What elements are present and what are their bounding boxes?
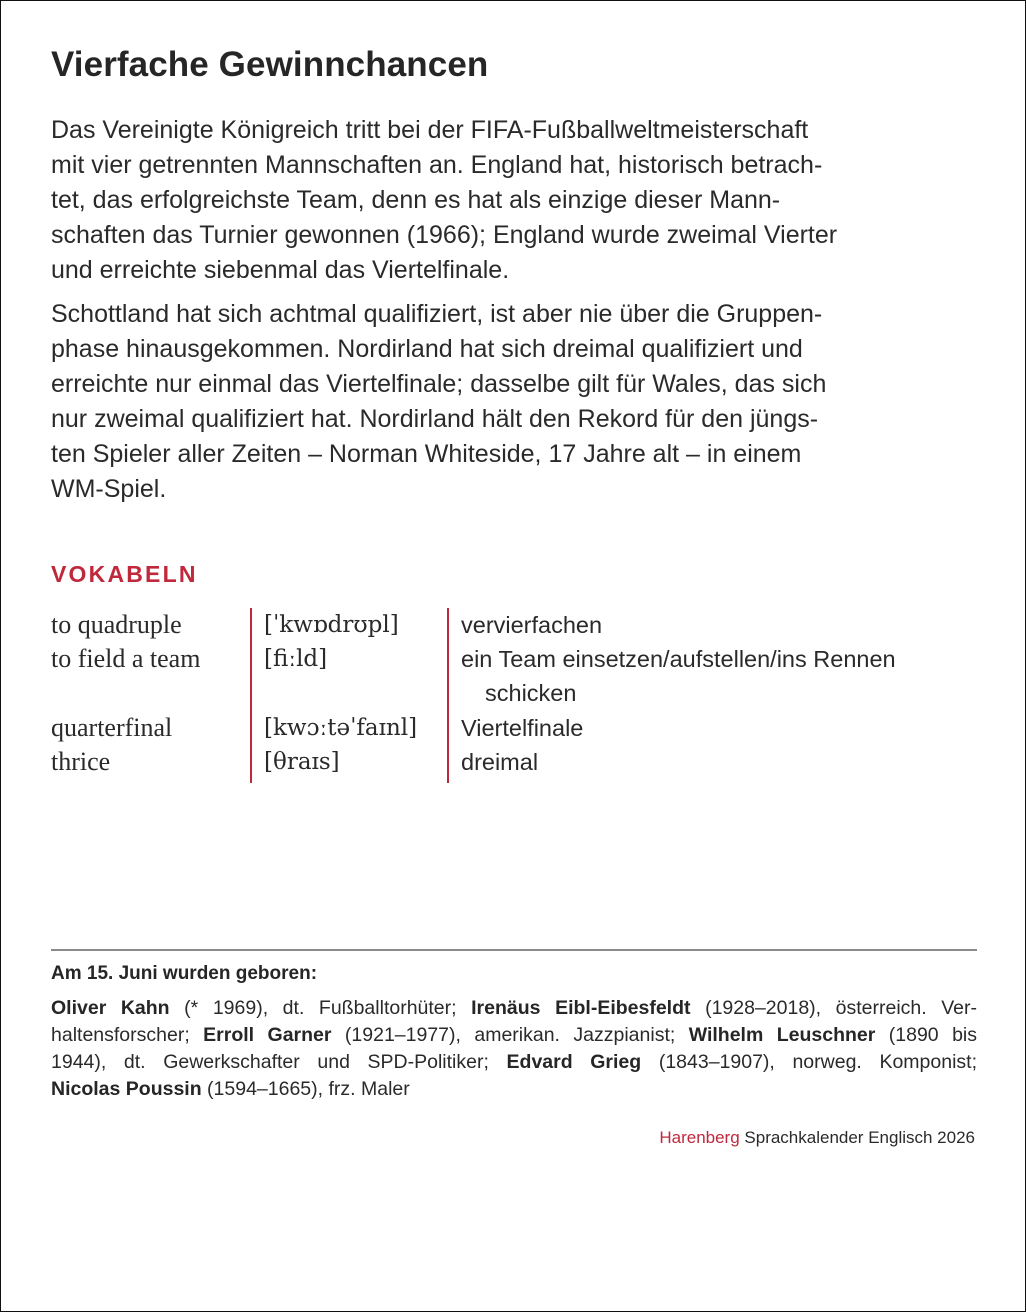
vocab-table — [51, 608, 981, 784]
vocab-german-line: ein Team einsetzen/aufstellen/ins Rennen — [461, 646, 896, 672]
vocab-row — [51, 608, 981, 642]
paragraph-line: Schottland hat sich achtmal qualifiziert, ist aber nie über die Gruppen- — [51, 300, 823, 328]
person-name: Oliver Kahn — [51, 997, 170, 1019]
person-info: (1928–2018), österreich. Ver- — [690, 997, 978, 1019]
vocab-pronunciation: [fiːld] — [264, 646, 328, 672]
paragraph-1 — [51, 113, 981, 288]
person-name: Nicolas Poussin — [51, 1078, 202, 1100]
vocab-row — [51, 711, 981, 745]
person-info: 1944), dt. Gewerkschafter und SPD-Politiker; — [51, 1051, 507, 1073]
person-name: Erroll Garner — [203, 1024, 332, 1046]
vocab-english: thrice — [51, 747, 111, 776]
birthdays-text — [51, 995, 977, 1103]
vocab-german-continuation: schicken — [485, 680, 577, 706]
publisher-credit — [659, 1127, 975, 1149]
page-title: Vierfache Gewinnchancen — [51, 45, 489, 84]
paragraph-line: ten Spieler aller Zeiten – Norman Whiteside, 17 Jahre alt – in einem — [51, 440, 802, 468]
paragraph-line: schaften das Turnier gewonnen (1966); England wurde zweimal Vierter — [51, 221, 838, 249]
paragraph-2 — [51, 297, 981, 507]
paragraph-line: nur zweimal qualifiziert hat. Nordirland hält den Rekord für den jüngs- — [51, 405, 819, 433]
vocab-heading: VOKABELN — [51, 561, 198, 587]
vocab-pronunciation: [θraɪs] — [264, 749, 340, 775]
paragraph-line: erreichte nur einmal das Viertelfinale; dasselbe gilt für Wales, das sich — [51, 370, 827, 398]
birthdays-line — [51, 1049, 977, 1076]
paragraph-line: tet, das erfolgreichste Team, denn es hat als einzige dieser Mann- — [51, 186, 781, 214]
vocab-pronunciation: [kwɔːtəˈfaɪnl] — [264, 715, 418, 741]
birthdays-line — [51, 1022, 977, 1049]
paragraph-line: mit vier getrennten Mannschaften an. England hat, historisch betrach- — [51, 151, 823, 179]
person-info: (1843–1907), norweg. Komponist; — [641, 1051, 977, 1073]
publisher-brand: Harenberg — [659, 1128, 740, 1147]
vocab-german: Viertelfinale — [461, 715, 584, 741]
paragraph-line: phase hinausgekommen. Nordirland hat sich dreimal qualifiziert und — [51, 335, 803, 363]
vocab-english: to quadruple — [51, 610, 182, 639]
section-divider — [51, 949, 977, 951]
vocab-english: to field a team — [51, 644, 201, 673]
person-info: (1921–1977), amerikan. Jazzpianist; — [331, 1024, 689, 1046]
vocab-english: quarterfinal — [51, 713, 173, 742]
paragraph-line: WM-Spiel. — [51, 475, 167, 503]
person-info: (1890 bis — [875, 1024, 978, 1046]
vocab-row — [51, 642, 981, 710]
publication-title: Sprachkalender Englisch 2026 — [739, 1128, 975, 1147]
vocab-pronunciation: [ˈkwɒdrʊpl] — [264, 612, 399, 638]
person-info: (1594–1665), frz. Maler — [201, 1078, 410, 1100]
person-info: haltensforscher; — [51, 1024, 204, 1046]
paragraph-line: und erreichte siebenmal das Viertelfinale. — [51, 256, 510, 284]
birthdays-heading: Am 15. Juni wurden geboren: — [51, 963, 318, 984]
birthdays-line — [51, 1076, 977, 1103]
vocab-german: dreimal — [461, 749, 539, 775]
vocab-german: vervierfachen — [461, 612, 603, 638]
person-name: Wilhelm Leuschner — [688, 1024, 876, 1046]
person-name: Edvard Grieg — [506, 1051, 642, 1073]
paragraph-line: Das Vereinigte Königreich tritt bei der FIFA-Fußballweltmeisterschaft — [51, 116, 809, 144]
person-name: Irenäus Eibl-Eibesfeldt — [471, 997, 691, 1019]
vocab-german — [461, 642, 896, 710]
birthdays-line — [51, 995, 977, 1022]
vocab-row — [51, 745, 981, 779]
person-info: (* 1969), dt. Fußballtorhüter; — [169, 997, 472, 1019]
